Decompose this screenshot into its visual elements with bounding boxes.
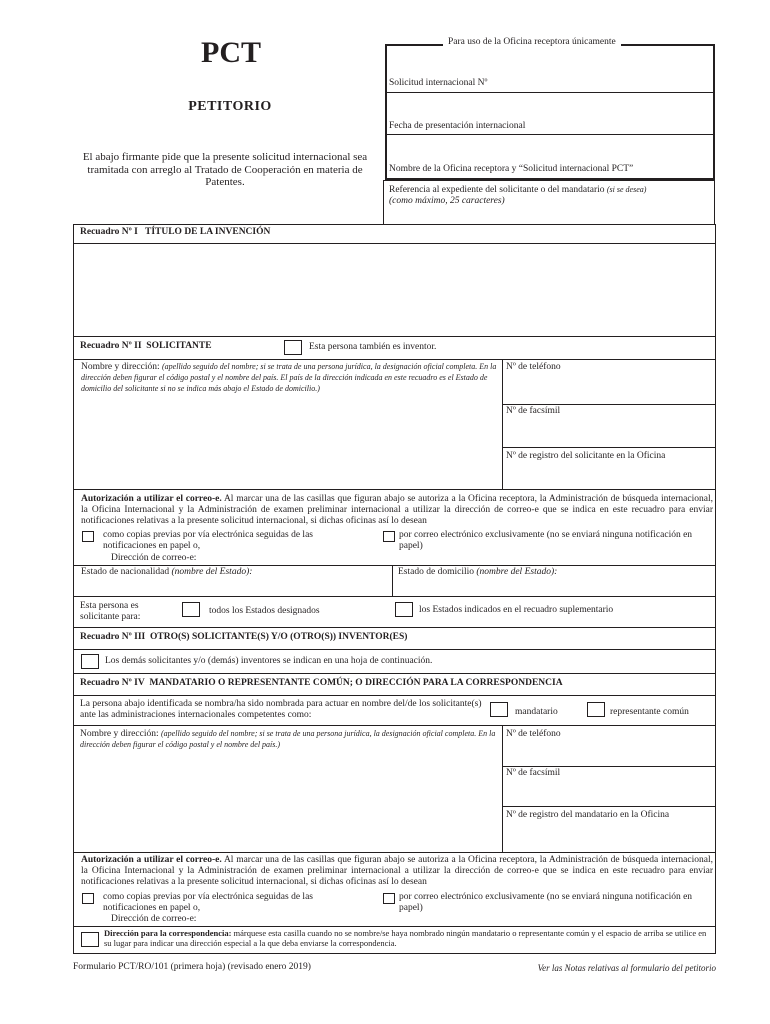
applicant-registry-label: Nº de registro del solicitante en la Oficina [506,451,666,461]
agent-checkbox[interactable] [490,702,508,717]
invention-title-field[interactable] [75,245,713,335]
filing-date-label: Fecha de presentación internacional [389,121,526,131]
agent-label: mandatario [515,707,558,717]
inventor-check-label: Esta persona también es inventor. [309,342,437,352]
all-states-label: todos los Estados designados [209,606,320,616]
office-use-box [385,44,715,180]
correspondence-checkbox[interactable] [81,932,99,947]
agent-fax-label: Nº de facsímil [506,768,561,778]
box3-header: Recuadro Nº III OTRO(S) SOLICITANTE(S) Y/O (OTRO(S)) INVENTOR(ES) [80,632,408,642]
office-use-legend: Para uso de la Oficina receptora únicamente [443,37,621,47]
supp-states-label: los Estados indicados en el recuadro suplementario [419,605,614,615]
applicant-email-exclusive-label: por correo electrónico exclusivamente (no se enviará ninguna notificación en papel) [399,530,693,551]
nationality-label: Estado de nacionalidad (nombre del Estado): [81,567,253,577]
applicant-fax-label: Nº de facsímil [506,406,561,416]
box4-header: Recuadro Nº IV MANDATARIO O REPRESENTANTE COMÚN; O DIRECCIÓN PARA LA CORRESPONDENCIA [80,678,563,688]
agent-phone-label: Nº de teléfono [506,729,561,739]
applicant-email-exclusive-checkbox[interactable] [383,531,395,542]
applicant-email-copies-checkbox[interactable] [82,531,94,542]
applicant-email-label: Dirección de correo-e: [111,553,197,563]
common-rep-checkbox[interactable] [587,702,605,717]
box2-header: Recuadro Nº II SOLICITANTE [80,341,212,351]
applicant-phone-label: Nº de teléfono [506,362,561,372]
office-name-label: Nombre de la Oficina receptora y “Solicitud internacional PCT” [389,164,634,174]
agent-email-label: Dirección de correo-e: [111,914,197,924]
all-states-checkbox[interactable] [182,602,200,617]
agent-email-exclusive-label: por correo electrónico exclusivamente (no se enviará ninguna notificación en papel) [399,892,693,913]
inventor-checkbox[interactable] [284,340,302,355]
applicant-email-auth: Autorización a utilizar el correo-e. Al marcar una de las casillas que figuran abajo se autoriza a la Oficina receptora, la Administración de búsqueda internacional, la Oficina Internacional y la Administración de examen preliminar internacional a utilizar la dirección de correo-e que se indica en este recuadro para enviar notificaciones relativas a la presente solicitud internacional, si dichas oficinas así lo desean [81,494,713,526]
app-number-label: Solicitud internacional Nº [389,78,488,88]
intro-text: El abajo firmante pide que la presente solicitud internacional sea tramitada con arreglo al Tratado de Cooperación en materia de Patentes. [82,151,368,188]
continuation-label: Los demás solicitantes y/o (demás) inventores se indican en una hoja de continuación. [105,656,433,666]
notes-reference: Ver las Notas relativas al formulario del petitorio [537,963,716,973]
box1-header: Recuadro Nº I TÍTULO DE LA INVENCIÓN [80,227,271,237]
agent-email-auth: Autorización a utilizar el correo-e. Al marcar una de las casillas que figuran abajo se autoriza a la Oficina receptora, la Administración de búsqueda internacional, la Oficina Internacional y la Administración de examen preliminar internacional a utilizar la dirección de correo-e que se indica en este recuadro para enviar notificaciones relativas a la presente solicitud internacional, si dichas oficinas así lo desean [81,855,713,887]
continuation-checkbox[interactable] [81,654,99,669]
agent-email-exclusive-checkbox[interactable] [383,893,395,904]
applicant-name-label: Nombre y dirección: (apellido seguido del nombre; si se trata de una persona jurídica, la designación oficial completa. En la dirección deben figurar el código postal y el nombre del país. El país de la dirección indicada en este recuadro es el Estado de domicilio del solicitante si no se indica más abajo el Estado de domicilio.) [81,362,497,393]
form-title: PETITORIO [188,99,272,114]
reference-label: Referencia al expediente del solicitante o del mandatario (si se desea) (como máximo, 25 caracteres) [389,185,647,206]
form-code: PCT [201,36,261,69]
agent-registry-label: Nº de registro del mandatario en la Oficina [506,810,670,820]
domicile-label: Estado de domicilio (nombre del Estado): [398,567,558,577]
appointed-text: La persona abajo identificada se nombra/ha sido nombrada para actuar en nombre del/de los solicitante(s) ante las administraciones internacionales competentes como: [80,699,482,720]
common-rep-label: representante común [610,707,689,717]
applicant-for-label: Esta persona es solicitante para: [80,601,141,622]
agent-name-label: Nombre y dirección: (apellido seguido del nombre; si se trata de una persona jurídica, la designación oficial completa. En la dirección deben figurar el código postal y el nombre del país.) [80,729,496,749]
agent-email-copies-label: como copias previas por vía electrónica seguidas de las notificaciones en papel o, [103,892,313,913]
supp-states-checkbox[interactable] [395,602,413,617]
applicant-email-copies-label: como copias previas por vía electrónica seguidas de las notificaciones en papel o, [103,530,313,551]
form-id: Formulario PCT/RO/101 (primera hoja) (revisado enero 2019) [73,962,311,972]
correspondence-text: Dirección para la correspondencia: márquese esta casilla cuando no se nombre/se haya nombrado ningún mandatario o representante común y el espacio de arriba se utilice en su lugar para indicar una dirección especial a la que deba enviarse la correspondencia. [104,928,707,948]
agent-email-copies-checkbox[interactable] [82,893,94,904]
